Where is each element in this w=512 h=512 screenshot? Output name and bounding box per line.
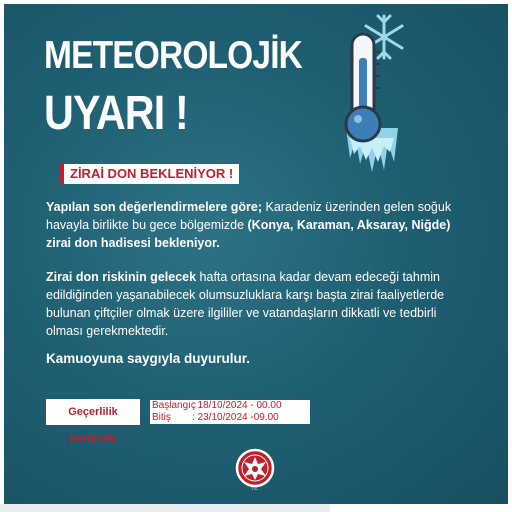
start-value: : 18/10/2024 - 00.00 <box>192 400 282 411</box>
end-date-row <box>152 412 310 424</box>
paragraph-risk <box>46 268 466 340</box>
paragraph1-lead: Yapılan son değerlendirmelere göre; <box>46 200 263 214</box>
start-label: Başlangıç <box>152 400 196 411</box>
validity-period-label: Geçerlilik periyodu <box>46 399 140 425</box>
validity-dates <box>150 400 310 424</box>
end-label: Bitiş <box>152 412 171 423</box>
left-border <box>0 0 4 512</box>
seal-emblem-icon <box>233 448 277 492</box>
paragraph2-lead: Zirai don riskinin gelecek <box>46 270 197 284</box>
bottom-accent <box>0 504 330 512</box>
title-line-2: UYARI ! <box>44 87 188 140</box>
paragraph2-text: hafta ortasına kadar devam edeceği tahmin edildiğinden yaşanabilecek olumsuzluklara karşı başta zirai faaliyetlerde bulunan çiftçiler olmak üzere ilgililer ve vatandaşların dikkatli ve tedbirli olması gerekmektedir. <box>46 270 445 338</box>
thermometer-snowflake-icon <box>332 12 412 182</box>
svg-text:T.C.: T.C. <box>251 486 259 491</box>
end-value: : 23/10/2024 -09.00 <box>192 412 279 423</box>
top-border <box>0 0 512 4</box>
right-border <box>508 0 512 512</box>
paragraph-forecast <box>46 198 466 252</box>
frost-warning-badge: ZİRAİ DON BEKLENİYOR ! <box>60 164 239 184</box>
start-date-row <box>152 400 310 412</box>
bottom-border <box>0 504 512 512</box>
title-line-1: METEOROLOJİK <box>44 34 303 77</box>
paragraph1-provinces: (Konya, Karaman, Aksaray, Niğde) zirai don hadisesi bekleniyor. <box>46 218 451 250</box>
paragraph1-text: Karadeniz üzerinden gelen soğuk havayla birlikte bu gece bölgemizde <box>46 200 452 232</box>
closing-statement: Kamuoyuna saygıyla duyurulur. <box>46 351 251 366</box>
